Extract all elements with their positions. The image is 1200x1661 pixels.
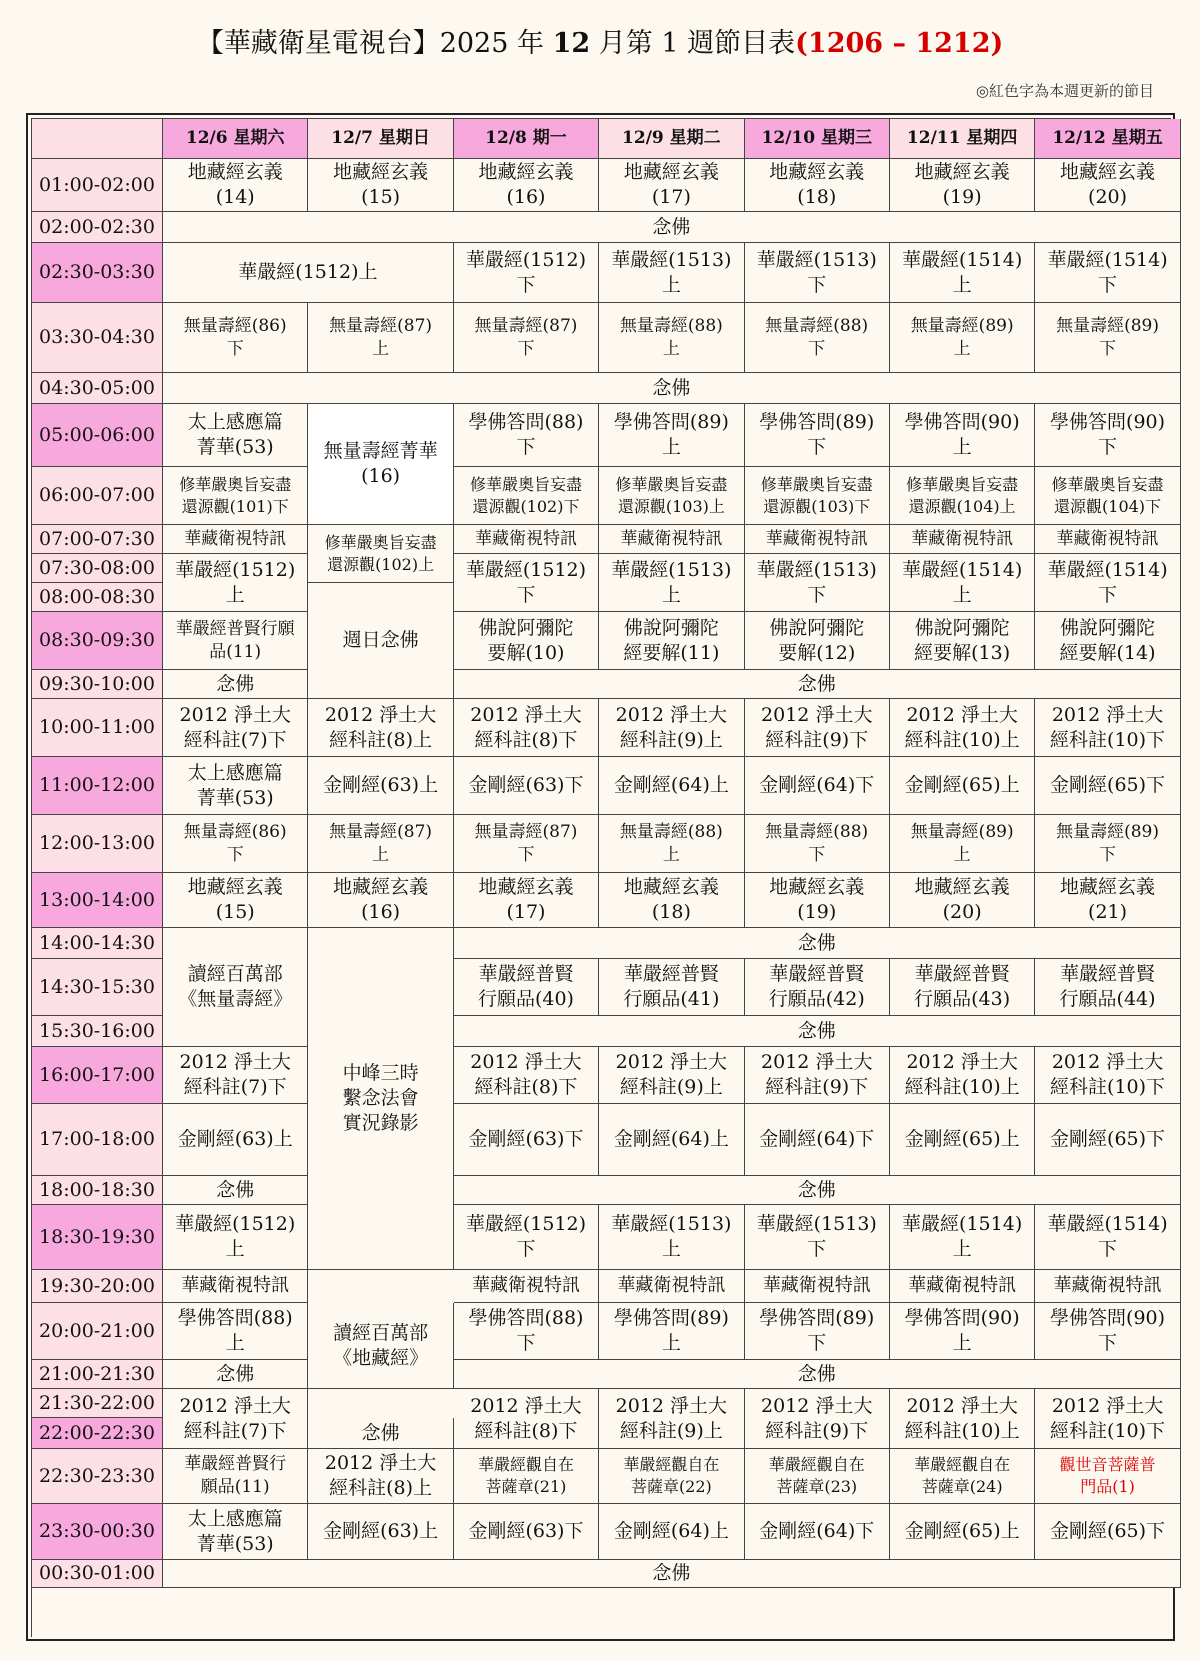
program-cell: 修華嚴奧旨妄盡 還源觀(103)下 <box>745 467 890 525</box>
program-cell: 華嚴經普賢行 願品(11) <box>163 1449 308 1504</box>
schedule-table <box>31 118 1171 1637</box>
time-slot: 22:00-22:30 <box>32 1418 163 1449</box>
program-cell: 2012 淨土大 經科註(10)下 <box>1035 699 1180 757</box>
day-header: 12/11 星期四 <box>890 119 1035 159</box>
program-cell: 無量壽經(89) 下 <box>1035 303 1180 373</box>
program-cell: 華嚴經普賢 行願品(43) <box>890 959 1035 1016</box>
time-slot: 02:00-02:30 <box>32 212 163 243</box>
program-cell: 金剛經(63)下 <box>454 1104 599 1176</box>
program-cell: 華嚴經觀自在 菩薩章(21) <box>454 1449 599 1504</box>
program-cell: 無量壽經(88) 下 <box>745 303 890 373</box>
time-slot: 18:00-18:30 <box>32 1176 163 1205</box>
program-cell: 華嚴經(1512) 下 <box>454 554 599 612</box>
program-cell: 週日念佛 <box>308 583 453 699</box>
time-slot: 07:00-07:30 <box>32 525 163 554</box>
program-cell: 金剛經(64)上 <box>599 757 744 815</box>
program-cell: 華嚴經(1513) 上 <box>599 554 744 612</box>
program-cell: 金剛經(65)上 <box>890 1104 1035 1176</box>
program-cell: 念佛 <box>454 670 1181 699</box>
program-cell: 華嚴經普賢 行願品(41) <box>599 959 744 1016</box>
program-cell: 念佛 <box>163 1560 1181 1588</box>
time-slot: 20:00-21:00 <box>32 1303 163 1360</box>
program-cell: 學佛答問(90) 下 <box>1035 1303 1180 1360</box>
program-cell: 華嚴經(1514) 上 <box>890 554 1035 612</box>
program-cell: 華藏衛視特訊 <box>454 1270 599 1303</box>
program-cell: 無量壽經(87) 上 <box>308 303 453 373</box>
time-slot: 19:30-20:00 <box>32 1270 163 1303</box>
program-cell: 念佛 <box>454 1176 1181 1205</box>
time-slot: 14:30-15:30 <box>32 959 163 1016</box>
program-cell: 華嚴經(1513) 上 <box>599 1205 744 1270</box>
program-cell: 華藏衛視特訊 <box>1035 1270 1180 1303</box>
time-slot: 22:30-23:30 <box>32 1449 163 1504</box>
program-cell: 學佛答問(90) 上 <box>890 404 1035 467</box>
program-cell: 華藏衛視特訊 <box>454 525 599 554</box>
program-cell: 金剛經(63)上 <box>163 1104 308 1176</box>
program-cell: 2012 淨土大 經科註(10)下 <box>1035 1389 1180 1449</box>
program-cell: 學佛答問(88) 下 <box>454 404 599 467</box>
day-header: 12/7 星期日 <box>308 119 453 159</box>
program-cell: 修華嚴奧旨妄盡 還源觀(101)下 <box>163 467 308 525</box>
program-cell: 無量壽經(86) 下 <box>163 303 308 373</box>
program-cell: 2012 淨土大 經科註(10)上 <box>890 1389 1035 1449</box>
program-cell: 無量壽經(87) 下 <box>454 815 599 873</box>
program-cell: 2012 淨土大 經科註(7)下 <box>163 1389 308 1449</box>
program-cell: 金剛經(64)下 <box>745 757 890 815</box>
program-cell: 學佛答問(89) 上 <box>599 1303 744 1360</box>
program-cell: 地藏經玄義 (19) <box>890 159 1035 212</box>
program-cell: 地藏經玄義 (16) <box>308 873 453 928</box>
program-cell: 2012 淨土大 經科註(7)下 <box>163 1047 308 1104</box>
program-cell: 2012 淨土大 經科註(9)上 <box>599 1047 744 1104</box>
time-slot: 06:00-07:00 <box>32 467 163 525</box>
program-cell: 華嚴經(1514) 上 <box>890 1205 1035 1270</box>
time-slot: 15:30-16:00 <box>32 1016 163 1047</box>
program-cell: 華嚴經(1513) 上 <box>599 243 744 303</box>
day-header: 12/8 期一 <box>454 119 599 159</box>
program-cell: 華嚴經普賢 行願品(40) <box>454 959 599 1016</box>
program-cell: 學佛答問(89) 下 <box>745 404 890 467</box>
program-cell: 佛說阿彌陀 要解(10) <box>454 612 599 670</box>
program-cell: 2012 淨土大 經科註(8)上 <box>308 699 453 757</box>
time-slot: 10:00-11:00 <box>32 699 163 757</box>
program-cell: 修華嚴奧旨妄盡 還源觀(102)上 <box>308 525 453 583</box>
time-slot: 02:30-03:30 <box>32 243 163 303</box>
program-cell: 佛說阿彌陀 經要解(14) <box>1035 612 1180 670</box>
day-header: 12/9 星期二 <box>599 119 744 159</box>
program-cell: 無量壽經菁華 (16) <box>308 404 453 525</box>
program-cell: 金剛經(64)上 <box>599 1504 744 1560</box>
program-cell: 無量壽經(86) 下 <box>163 815 308 873</box>
program-cell: 華嚴經觀自在 菩薩章(24) <box>890 1449 1035 1504</box>
program-cell: 華嚴經(1514) 下 <box>1035 554 1180 612</box>
program-cell: 地藏經玄義 (18) <box>599 873 744 928</box>
program-cell: 太上感應篇 菁華(53) <box>163 757 308 815</box>
program-cell: 無量壽經(88) 上 <box>599 815 744 873</box>
program-cell: 地藏經玄義 (20) <box>1035 159 1180 212</box>
program-cell: 金剛經(63)下 <box>454 757 599 815</box>
program-cell: 華嚴經(1514) 下 <box>1035 243 1180 303</box>
program-cell: 華嚴經觀自在 菩薩章(22) <box>599 1449 744 1504</box>
program-cell: 念佛 <box>163 1360 308 1389</box>
program-cell: 華藏衛視特訊 <box>163 525 308 554</box>
program-cell: 華嚴經(1512) 上 <box>163 554 308 612</box>
time-slot: 09:30-10:00 <box>32 670 163 699</box>
program-cell: 學佛答問(90) 上 <box>890 1303 1035 1360</box>
corner-cell <box>32 119 163 159</box>
program-cell: 金剛經(63)上 <box>308 757 453 815</box>
update-note: ◎紅色字為本週更新的節目 <box>975 82 1154 100</box>
program-cell: 2012 淨土大 經科註(7)下 <box>163 699 308 757</box>
program-cell: 2012 淨土大 經科註(9)下 <box>745 1389 890 1449</box>
time-slot: 11:00-12:00 <box>32 757 163 815</box>
program-cell: 2012 淨土大 經科註(9)下 <box>745 1047 890 1104</box>
program-cell: 華嚴經(1514) 上 <box>890 243 1035 303</box>
time-slot: 14:00-14:30 <box>32 928 163 959</box>
program-cell: 華藏衛視特訊 <box>1035 525 1180 554</box>
program-cell: 華藏衛視特訊 <box>745 1270 890 1303</box>
time-slot: 07:30-08:00 <box>32 554 163 583</box>
program-cell: 無量壽經(87) 上 <box>308 815 453 873</box>
program-cell: 華藏衛視特訊 <box>163 1270 308 1303</box>
program-cell: 2012 淨土大 經科註(10)上 <box>890 1047 1035 1104</box>
time-slot: 04:30-05:00 <box>32 373 163 404</box>
program-cell: 地藏經玄義 (16) <box>454 159 599 212</box>
time-slot: 18:30-19:30 <box>32 1205 163 1270</box>
program-cell: 無量壽經(87) 下 <box>454 303 599 373</box>
program-cell: 華嚴經(1513) 下 <box>745 243 890 303</box>
program-cell: 華嚴經普賢行願 品(11) <box>163 612 308 670</box>
program-cell: 念佛 <box>163 212 1181 243</box>
program-cell: 無量壽經(89) 上 <box>890 303 1035 373</box>
program-cell: 修華嚴奧旨妄盡 還源觀(102)下 <box>454 467 599 525</box>
program-cell: 地藏經玄義 (17) <box>454 873 599 928</box>
day-header: 12/12 星期五 <box>1035 119 1180 159</box>
program-cell: 無量壽經(88) 上 <box>599 303 744 373</box>
program-cell: 華嚴經普賢 行願品(44) <box>1035 959 1180 1016</box>
program-cell: 念佛 <box>454 928 1181 959</box>
program-cell: 華嚴經普賢 行願品(42) <box>745 959 890 1016</box>
program-cell: 華藏衛視特訊 <box>745 525 890 554</box>
time-slot: 17:00-18:00 <box>32 1104 163 1176</box>
program-cell: 金剛經(65)上 <box>890 757 1035 815</box>
program-cell: 無量壽經(89) 上 <box>890 815 1035 873</box>
page-title: 【華藏衛星電視台】2025 年 12 月第 1 週節目表(1206 – 1212) <box>196 28 1004 59</box>
program-cell: 2012 淨土大 經科註(10)上 <box>890 699 1035 757</box>
schedule-frame <box>26 113 1175 1641</box>
program-cell: 金剛經(65)下 <box>1035 1504 1180 1560</box>
program-cell: 2012 淨土大 經科註(9)下 <box>745 699 890 757</box>
program-cell: 學佛答問(88) 上 <box>163 1303 308 1360</box>
program-cell: 地藏經玄義 (17) <box>599 159 744 212</box>
time-slot: 05:00-06:00 <box>32 404 163 467</box>
program-cell: 學佛答問(89) 下 <box>745 1303 890 1360</box>
program-cell: 2012 淨土大 經科註(9)上 <box>599 1389 744 1449</box>
program-cell: 讀經百萬部 《地藏經》 <box>308 1303 453 1389</box>
program-cell-new: 觀世音菩薩普 門品(1) <box>1035 1449 1180 1504</box>
program-cell: 金剛經(63)上 <box>308 1504 453 1560</box>
program-cell: 華嚴經(1513) 下 <box>745 554 890 612</box>
program-cell: 念佛 <box>308 1418 453 1449</box>
program-cell: 無量壽經(89) 下 <box>1035 815 1180 873</box>
program-cell: 地藏經玄義 (19) <box>745 873 890 928</box>
day-header: 12/6 星期六 <box>163 119 308 159</box>
program-cell: 中峰三時 繫念法會 實況錄影 <box>308 928 453 1270</box>
program-cell: 念佛 <box>163 373 1181 404</box>
program-cell: 佛說阿彌陀 經要解(11) <box>599 612 744 670</box>
program-cell: 念佛 <box>454 1360 1181 1389</box>
time-slot: 13:00-14:00 <box>32 873 163 928</box>
program-cell: 地藏經玄義 (18) <box>745 159 890 212</box>
program-cell: 2012 淨土大 經科註(8)下 <box>454 1389 599 1449</box>
program-cell: 2012 淨土大 經科註(8)上 <box>308 1449 453 1504</box>
time-slot: 08:30-09:30 <box>32 612 163 670</box>
program-cell: 地藏經玄義 (21) <box>1035 873 1180 928</box>
program-cell: 金剛經(65)下 <box>1035 1104 1180 1176</box>
program-cell: 華藏衛視特訊 <box>599 1270 744 1303</box>
program-cell: 華嚴經(1512)上 <box>163 243 454 303</box>
program-cell: 金剛經(65)下 <box>1035 757 1180 815</box>
program-cell: 讀經百萬部 《無量壽經》 <box>163 928 308 1047</box>
program-cell: 2012 淨土大 經科註(9)上 <box>599 699 744 757</box>
program-cell: 華嚴經(1513) 下 <box>745 1205 890 1270</box>
program-cell: 華嚴經(1514) 下 <box>1035 1205 1180 1270</box>
program-cell: 學佛答問(90) 下 <box>1035 404 1180 467</box>
time-slot: 00:30-01:00 <box>32 1560 163 1588</box>
program-cell: 華藏衛視特訊 <box>599 525 744 554</box>
program-cell: 2012 淨土大 經科註(10)下 <box>1035 1047 1180 1104</box>
program-cell: 佛說阿彌陀 要解(12) <box>745 612 890 670</box>
program-cell: 華嚴經(1512) 下 <box>454 1205 599 1270</box>
program-cell: 地藏經玄義 (14) <box>163 159 308 212</box>
time-slot: 12:00-13:00 <box>32 815 163 873</box>
program-cell: 地藏經玄義 (15) <box>163 873 308 928</box>
time-slot: 21:30-22:00 <box>32 1389 163 1418</box>
program-cell: 學佛答問(88) 下 <box>454 1303 599 1360</box>
program-cell: 金剛經(63)下 <box>454 1504 599 1560</box>
time-slot: 23:30-00:30 <box>32 1504 163 1560</box>
program-cell: 念佛 <box>163 670 308 699</box>
program-cell: 金剛經(64)上 <box>599 1104 744 1176</box>
day-header: 12/10 星期三 <box>745 119 890 159</box>
program-cell: 念佛 <box>454 1016 1181 1047</box>
program-cell: 華嚴經(1512) 下 <box>454 243 599 303</box>
program-cell: 金剛經(64)下 <box>745 1104 890 1176</box>
program-cell: 修華嚴奧旨妄盡 還源觀(104)下 <box>1035 467 1180 525</box>
program-cell: 念佛 <box>163 1176 308 1205</box>
time-slot: 03:30-04:30 <box>32 303 163 373</box>
program-cell: 修華嚴奧旨妄盡 還源觀(103)上 <box>599 467 744 525</box>
program-cell: 2012 淨土大 經科註(8)下 <box>454 699 599 757</box>
program-cell: 金剛經(64)下 <box>745 1504 890 1560</box>
program-cell: 華藏衛視特訊 <box>890 525 1035 554</box>
program-cell: 地藏經玄義 (20) <box>890 873 1035 928</box>
program-cell: 學佛答問(89) 上 <box>599 404 744 467</box>
program-cell: 2012 淨土大 經科註(8)下 <box>454 1047 599 1104</box>
time-slot: 16:00-17:00 <box>32 1047 163 1104</box>
program-cell: 華嚴經(1512) 上 <box>163 1205 308 1270</box>
program-cell: 華嚴經觀自在 菩薩章(23) <box>745 1449 890 1504</box>
program-cell: 無量壽經(88) 下 <box>745 815 890 873</box>
program-cell: 太上感應篇 菁華(53) <box>163 1504 308 1560</box>
program-cell: 華藏衛視特訊 <box>890 1270 1035 1303</box>
program-cell: 太上感應篇 菁華(53) <box>163 404 308 467</box>
program-cell: 金剛經(65)上 <box>890 1504 1035 1560</box>
date-range: (1206 – 1212) <box>795 28 1004 59</box>
program-cell: 地藏經玄義 (15) <box>308 159 453 212</box>
program-cell: 修華嚴奧旨妄盡 還源觀(104)上 <box>890 467 1035 525</box>
time-slot: 21:00-21:30 <box>32 1360 163 1389</box>
time-slot: 08:00-08:30 <box>32 583 163 612</box>
time-slot: 01:00-02:00 <box>32 159 163 212</box>
program-cell: 佛說阿彌陀 經要解(13) <box>890 612 1035 670</box>
